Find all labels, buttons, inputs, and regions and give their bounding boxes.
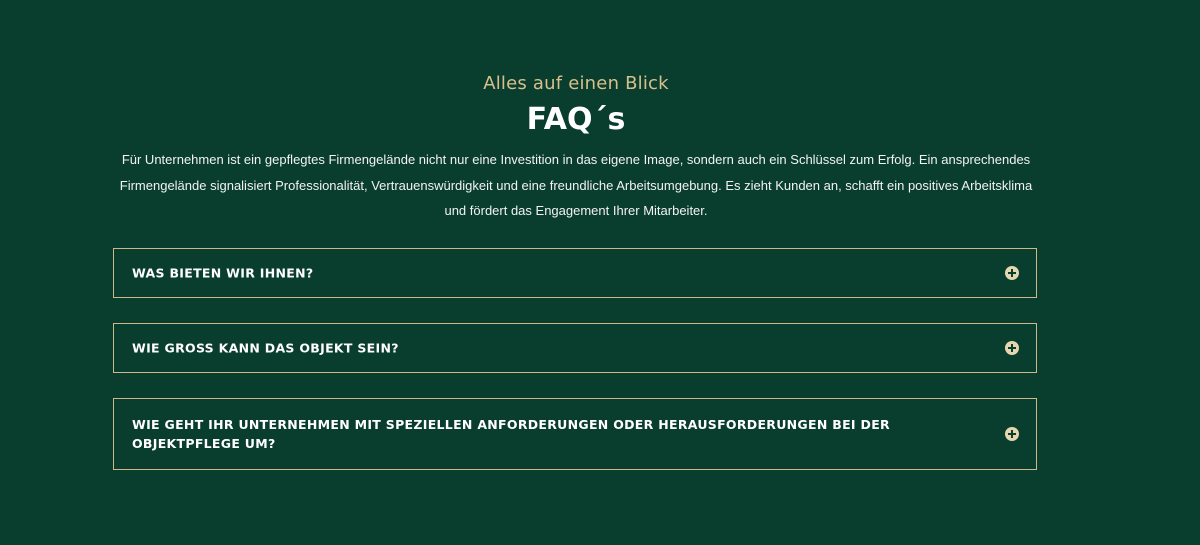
faq-question: WAS BIETEN WIR IHNEN? (132, 265, 314, 281)
intro-paragraph: Für Unternehmen ist ein gepflegtes Firmengelände nicht nur eine Investition in das eigene Image, sondern auch ein Schlüssel zum Erfolg. Ein ansprechendes Firmengelände signalisiert Professionalität, Vertrauenswürdigkeit und eine freundliche Arbeitsumgebung. Es zieht Kunden an, schafft ein positives Arbeitsklima und fördert das Engagement Ihrer Mitarbeiter. (119, 152, 1033, 218)
page-title: FAQ´s (526, 102, 626, 137)
plus-circle-icon[interactable] (1005, 341, 1019, 355)
faq-question: WIE GEHT IHR UNTERNEHMEN MIT SPEZIELLEN ANFORDERUNGEN ODER HERAUSFORDERUNGEN BEI DER OBJEKTPFLEGE UM? (132, 417, 890, 451)
faq-item-what-we-offer[interactable] (113, 248, 1037, 298)
faq-item-special-requirements[interactable] (113, 398, 1037, 470)
plus-circle-icon[interactable] (1005, 266, 1019, 280)
faq-item-object-size[interactable] (113, 323, 1037, 373)
faq-question: WIE GROSS KANN DAS OBJEKT SEIN? (132, 340, 399, 356)
plus-circle-icon[interactable] (1005, 427, 1019, 441)
section-eyebrow: Alles auf einen Blick (483, 73, 669, 94)
